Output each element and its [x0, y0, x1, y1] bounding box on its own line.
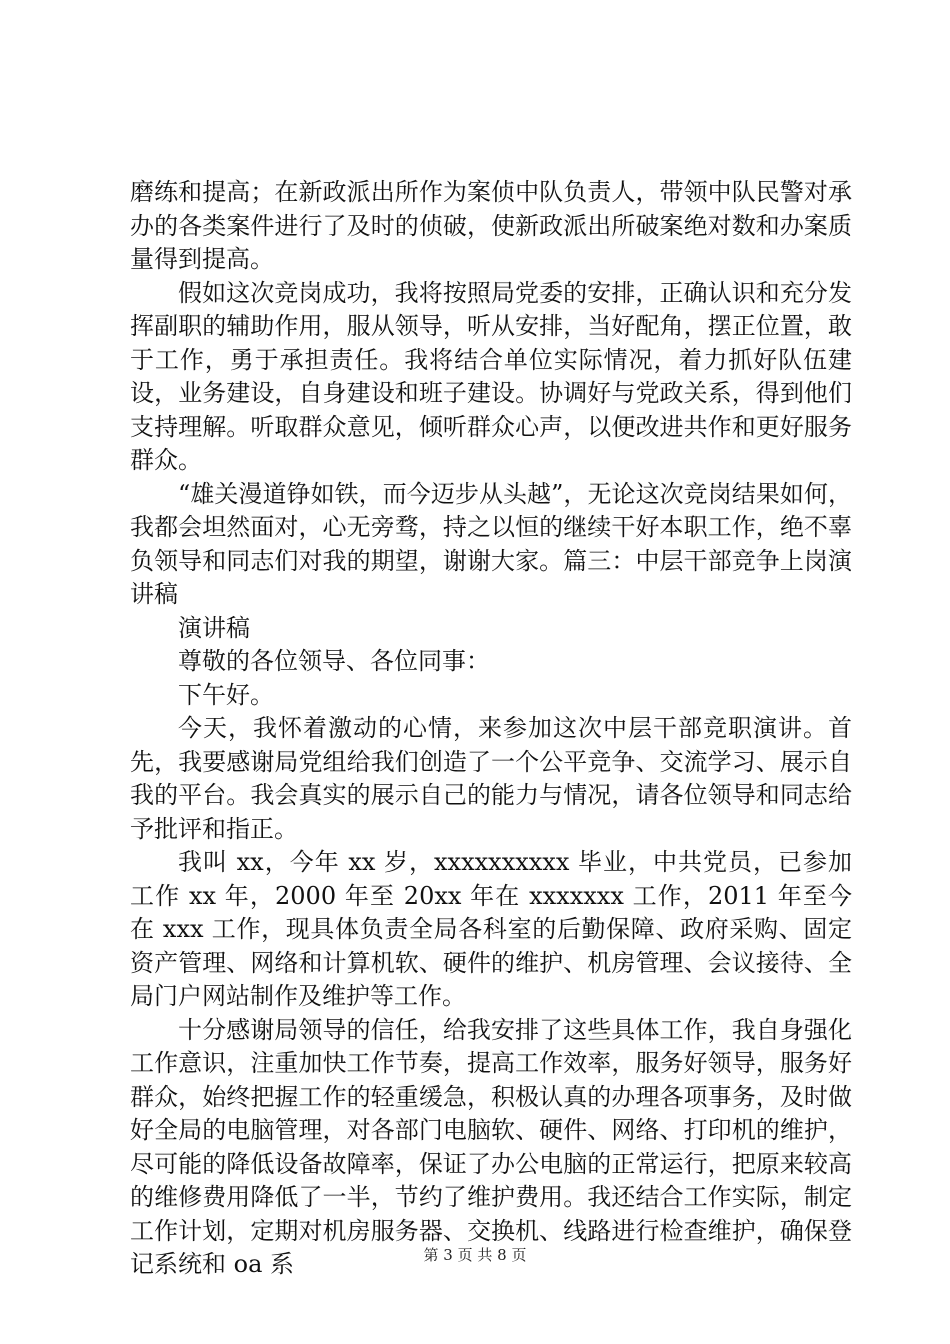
paragraph-if-successful: 假如这次竞岗成功，我将按照局党委的安排，正确认识和充分发挥副职的辅助作用，服从领导，听从安排，当好配角，摆正位置，敢于工作，勇于承担责任。我将结合单位实际情况，着力抓好队伍建设，业务建设，自身建设和班子建设。协调好与党政关系，得到他们支持理解。听取群众意见，倾听群众心声，以便改进共作和更好服务群众。	[130, 278, 852, 474]
paragraph-introduction: 今天，我怀着激动的心情，来参加这次中层干部竞职演讲。首先，我要感谢局党组给我们创造了一个公平竞争、交流学习、展示自我的平台。我会真实的展示自己的能力与情况，请各位领导和同志给予批评和指正。	[130, 714, 852, 843]
document-body	[130, 176, 852, 1282]
paragraph-continuation: 磨练和提高；在新政派出所作为案侦中队负责人，带领中队民警对承办的各类案件进行了及时的侦破，使新政派出所破案绝对数和办案质量得到提高。	[130, 178, 852, 273]
speech-title: 演讲稿	[178, 613, 250, 642]
paragraph-work-summary: 十分感谢局领导的信任，给我安排了这些具体工作，我自身强化工作意识，注重加快工作节奏，提高工作效率，服务好领导，服务好群众，始终把握工作的轻重缓急，积极认真的办理各项事务，及时做好全局的电脑管理，对各部门电脑软、硬件、网络、打印机的维护，尽可能的降低设备故障率，保证了办公电脑的正常运行，把原来较高的维修费用降低了一半，节约了维护费用。我还结合工作实际，制定工作计划，定期对机房服务器、交换机、线路进行检查维护，确保登记系统和 oa 系	[130, 1015, 852, 1278]
salutation: 尊敬的各位领导、各位同事：	[178, 647, 490, 675]
paragraph-closing-quote: “雄关漫道铮如铁，而今迈步从头越”，无论这次竞岗结果如何，我都会坦然面对，心无旁骛，持之以恒的继续干好本职工作，绝不辜负领导和同志们对我的期望，谢谢大家。篇三：中层干部竞争上岗演讲稿	[130, 479, 852, 608]
greeting: 下午好。	[178, 680, 274, 709]
paragraph-self-introduction: 我叫 xx，今年 xx 岁，xxxxxxxxxx 毕业，中共党员，已参加工作 xx 年，2000 年至 20xx 年在 xxxxxxx 工作，2011 年至今在 xxx 工作，现具体负责全局各科室的后勤保障、政府采购、固定资产管理、网络和计算机软、硬件的维护、机房管理、会议接待、全局门户网站制作及维护等工作。	[130, 848, 852, 1010]
page-number-footer: 第 3 页 共 8 页	[423, 1246, 527, 1264]
